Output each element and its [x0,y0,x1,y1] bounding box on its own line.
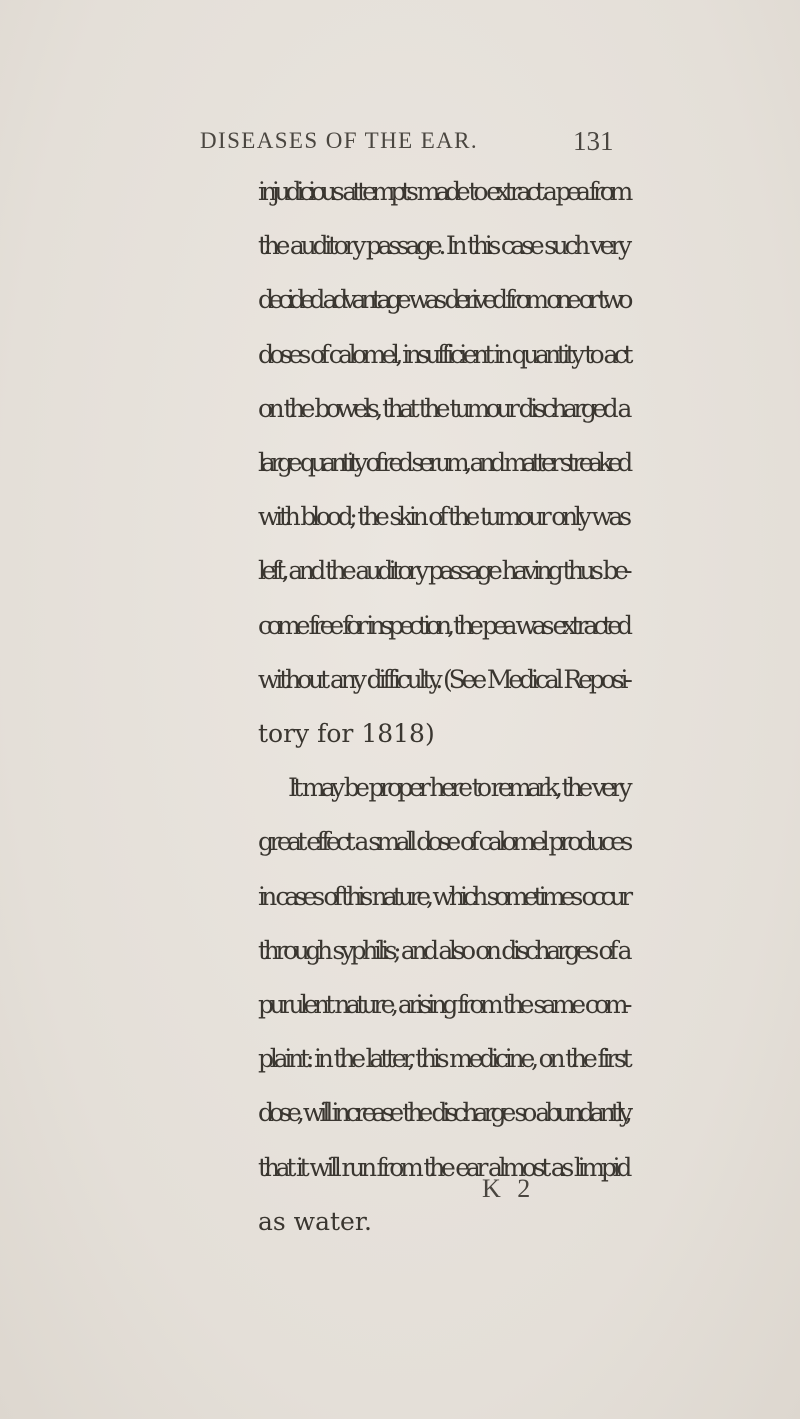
text-line: the auditory passage. In this case such very [258,231,628,260]
text-line: in cases of this nature, which sometimes occur [258,882,629,911]
text-line: that it will run from the ear almost as limpid [258,1153,629,1182]
text-line: on the bowels, that the tumour discharged a [258,394,628,423]
text-line: It may be proper here to remark, the very [288,773,628,802]
text-line: decided advantage was derived from one or two [258,285,629,314]
text-line: come free for inspection, the pea was extracted [258,611,629,640]
text-line: dose, will increase the discharge so abundantly, [258,1098,628,1127]
running-title: DISEASES OF THE EAR. [200,128,479,153]
text-line: left, and the auditory passage having thus be- [258,556,629,585]
signature-mark: K 2 [482,1174,536,1203]
text-line: large quantity of red serum, and matter streaked [258,448,628,477]
text-line: with blood; the skin of the tumour only was [258,502,628,531]
text-line: tory for 1818) [258,719,435,748]
text-line: without any difficulty. (See Medical Reposi- [258,665,629,694]
text-line: purulent nature, arising from the same com- [258,990,628,1019]
text-line: through syphilis; and also on discharges of a [258,936,629,965]
text-line: injudicious attempts made to extract a pea from [258,177,629,206]
page-number: 131 [573,126,614,156]
text-line: as water. [258,1207,372,1236]
text-line: doses of calomel, insufficient in quantity to act [258,340,629,369]
text-line: plaint: in the latter, this medicine, on the first [258,1044,629,1073]
text-line: great effect a small dose of calomel produces [258,827,629,856]
running-head [200,126,614,164]
